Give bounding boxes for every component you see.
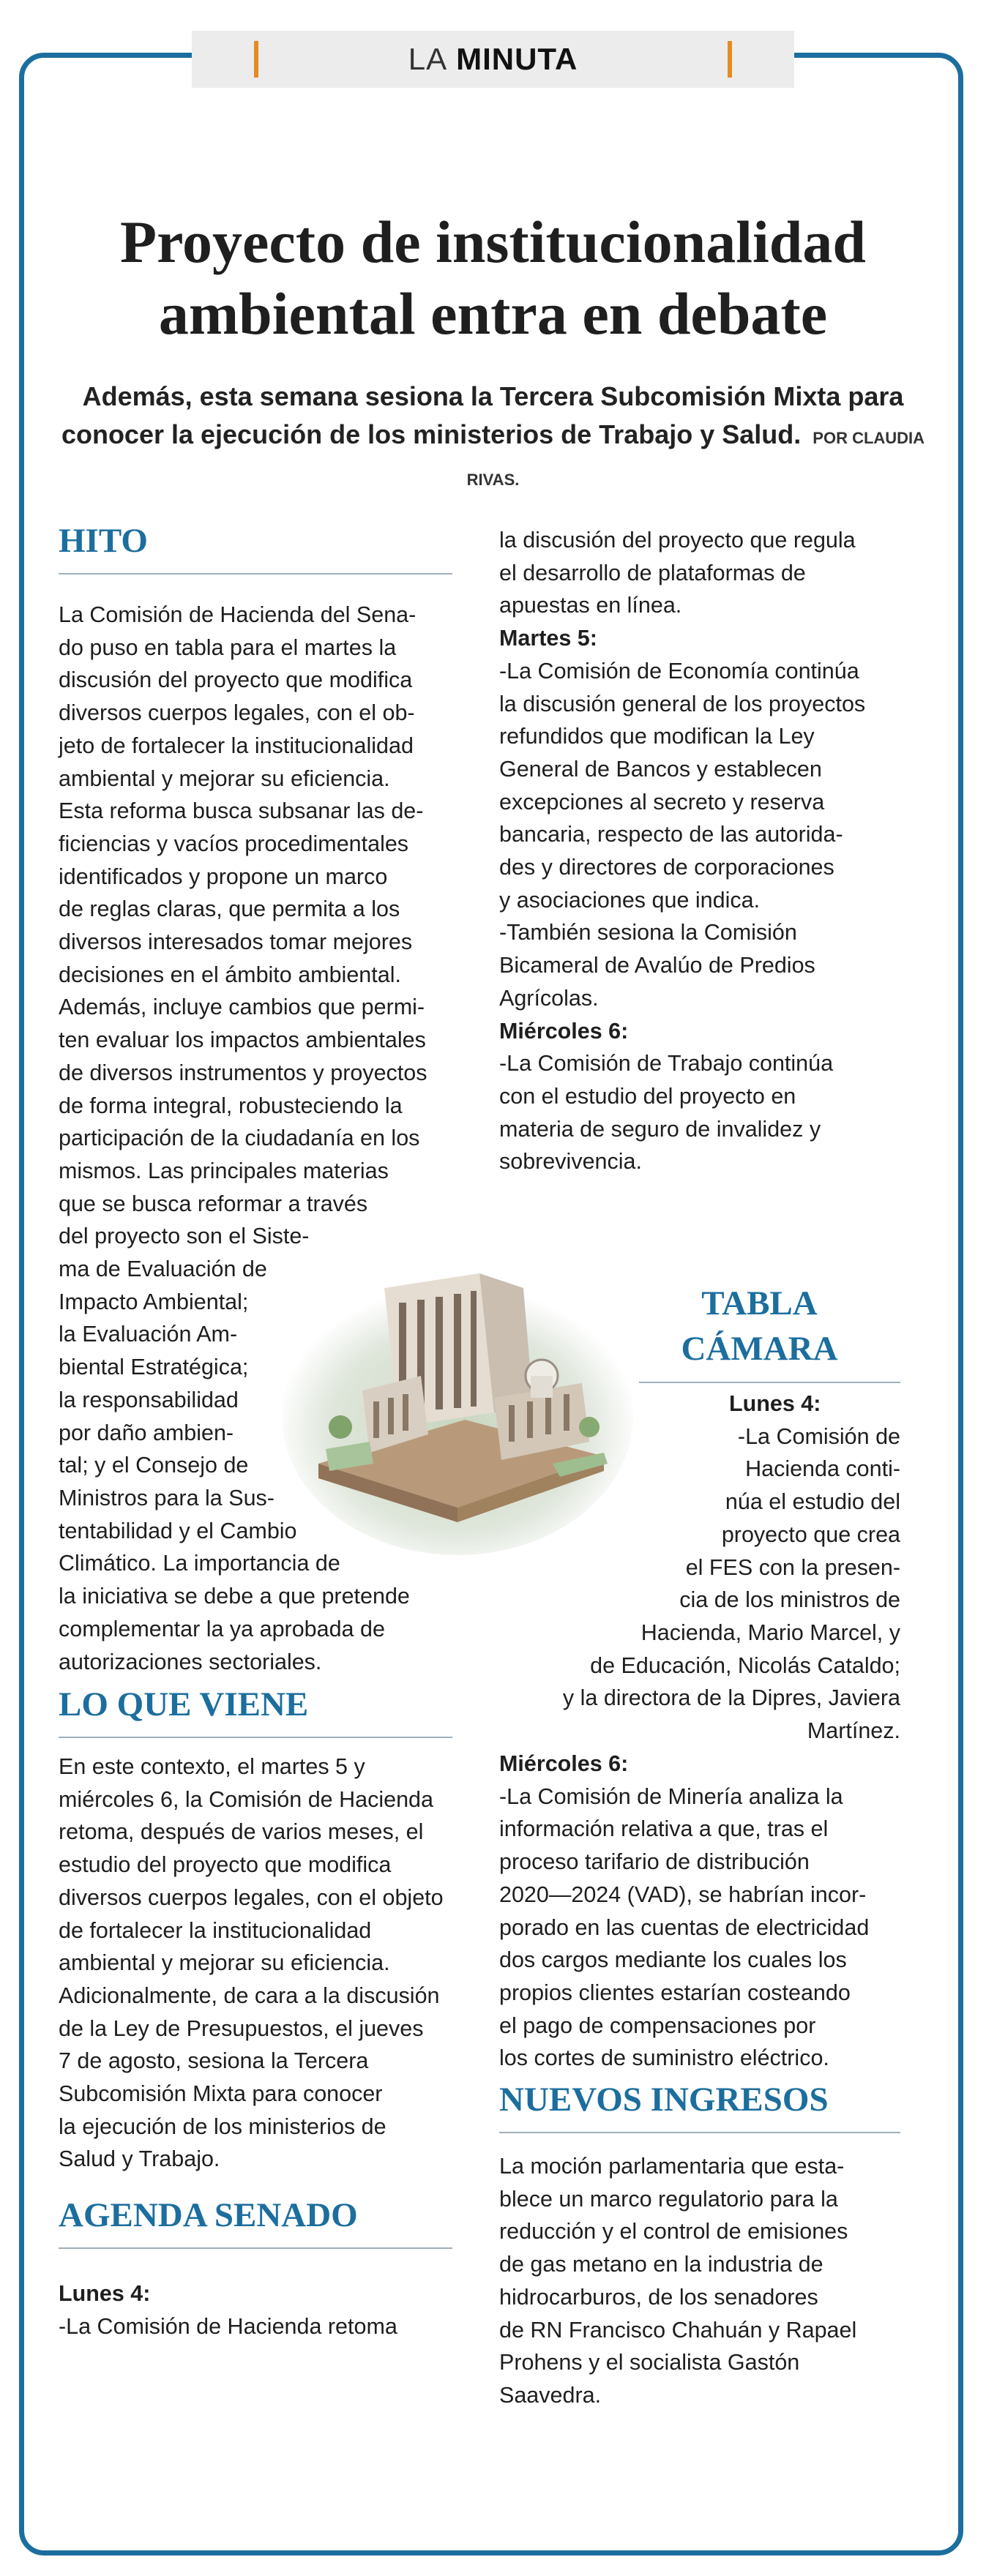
- tabla-day-lunes: Lunes 4:: [729, 1391, 821, 1416]
- lo-que-viene-body: [59, 1751, 452, 2176]
- text-line: diversos cuerpos legales, con el objeto: [59, 1884, 444, 1910]
- text-line: decisiones en el ámbito ambiental.: [59, 962, 401, 987]
- text-line: participación de la ciudadanía en los: [59, 1126, 420, 1151]
- text-line: Bicameral de Avalúo de Predios: [499, 953, 815, 978]
- tabla-miercoles-text: [499, 1781, 900, 2075]
- congress-building-image: [274, 1244, 640, 1559]
- section-rule-hito: [59, 573, 452, 574]
- deck-text: Además, esta semana sesiona la Tercera Subcomisión Mixta para conocer la ejecución de los ministerios de Trabajo y Salud.: [61, 381, 904, 449]
- text-line: el desarrollo de plataformas de: [499, 560, 806, 585]
- text-line: apuestas en línea.: [499, 593, 682, 618]
- agenda-lunes-cont: [499, 524, 900, 622]
- text-line: Ministros para la Sus-: [59, 1485, 274, 1510]
- text-line: de la Ley de Presupuestos, el jueves: [59, 2015, 424, 2041]
- text-line: y la directora de la Dipres, Javiera: [562, 1685, 900, 1711]
- text-line: porado en las cuentas de electricidad: [499, 1914, 870, 1940]
- text-line: la Evaluación Am-: [59, 1322, 238, 1347]
- text-line: de forma integral, robusteciendo la: [59, 1093, 403, 1118]
- agenda-lunes-text: -La Comisión de Hacienda retoma: [59, 2313, 397, 2339]
- text-line: complementar la ya aprobada de: [59, 1616, 385, 1641]
- text-line: ambiental y mejorar su eficiencia.: [59, 1950, 390, 1976]
- text-line: do puso en tabla para el martes la: [59, 634, 397, 660]
- text-line: ten evaluar los impactos ambientales: [59, 1027, 426, 1053]
- text-line: núa el estudio del: [725, 1489, 900, 1515]
- text-line: sobrevivencia.: [499, 1149, 642, 1175]
- text-line: Hacienda, Mario Marcel, y: [640, 1620, 900, 1645]
- text-line: biental Estratégica;: [59, 1355, 249, 1380]
- text-line: Prohens y el socialista Gastón: [499, 2350, 800, 2375]
- text-line: En este contexto, el martes 5 y: [59, 1754, 365, 1779]
- deck: [44, 378, 942, 499]
- text-line: Saavedra.: [499, 2382, 602, 2408]
- text-line: Impacto Ambiental;: [59, 1289, 249, 1314]
- text-line: -La Comisión de: [737, 1423, 900, 1449]
- text-line: estudio del proyecto que modifica: [59, 1852, 392, 1878]
- tabla-camara-line1: TABLA: [701, 1284, 818, 1322]
- text-line: el FES con la presen-: [685, 1554, 900, 1580]
- section-title-agenda-senado: AGENDA SENADO: [59, 2196, 358, 2234]
- text-line: -La Comisión de Trabajo continúa: [499, 1051, 834, 1077]
- text-line: autorizaciones sectoriales.: [59, 1649, 322, 1674]
- text-line: blece un marco regulatorio para la: [499, 2186, 838, 2212]
- tab-bar-right: [728, 41, 732, 78]
- text-line: que se busca reformar a través: [59, 1191, 368, 1216]
- text-line: 2020—2024 (VAD), se habrían incor-: [499, 1882, 867, 1907]
- section-title-hito: HITO: [59, 522, 148, 560]
- text-line: hidrocarburos, de los senadores: [499, 2284, 818, 2310]
- text-line: propios clientes estarían costeando: [499, 1980, 851, 2005]
- section-rule-nuevos-ingresos: [499, 2132, 900, 2133]
- text-line: -La Comisión de Economía continúa: [499, 658, 859, 684]
- text-line: des y directores de corporaciones: [499, 855, 834, 880]
- text-line: cia de los ministros de: [679, 1587, 900, 1613]
- text-line: jeto de fortalecer la institucionalidad: [59, 733, 414, 758]
- text-line: excepciones al secreto y reserva: [499, 789, 825, 815]
- text-line: diversos cuerpos legales, con el ob-: [59, 700, 415, 726]
- text-line: información relativa a que, tras el: [499, 1816, 829, 1842]
- text-line: bancaria, respecto de las autorida-: [499, 822, 843, 847]
- text-line: proceso tarifario de distribución: [499, 1849, 810, 1875]
- text-line: de reglas claras, que permita a los: [59, 896, 400, 922]
- agenda-martes-text: [499, 655, 900, 1015]
- text-line: con el estudio del proyecto en: [499, 1083, 796, 1109]
- text-line: -La Comisión de Minería analiza la: [499, 1783, 843, 1809]
- text-line: Adicionalmente, de cara a la discusión: [59, 1982, 440, 2008]
- section-title-lo-que-viene: LO QUE VIENE: [59, 1685, 309, 1723]
- text-line: reducción y el control de emisiones: [499, 2219, 848, 2244]
- agenda-senado-continued: [499, 524, 900, 1178]
- text-line: 7 de agosto, sesiona la Tercera: [59, 2048, 369, 2074]
- text-line: el pago de compensaciones por: [499, 2012, 816, 2038]
- text-line: la responsabilidad: [59, 1387, 239, 1412]
- byline: POR CLAUDIA RIVAS.: [466, 429, 925, 489]
- tabla-camara-miercoles: [499, 1748, 900, 2075]
- text-line: ambiental y mejorar su eficiencia.: [59, 765, 390, 791]
- text-line: La moción parlamentaria que esta-: [499, 2154, 845, 2179]
- agenda-day-miercoles: Miércoles 6:: [499, 1018, 629, 1044]
- text-line: dos cargos mediante los cuales los: [499, 1947, 847, 1973]
- text-line: General de Bancos y establecen: [499, 756, 822, 782]
- agenda-senado-start: [59, 2277, 452, 2343]
- text-line: Además, incluye cambios que permi-: [59, 995, 425, 1020]
- text-line: refundidos que modifican la Ley: [499, 724, 815, 749]
- text-line: ma de Evaluación de: [59, 1257, 267, 1282]
- agenda-miercoles-text: [499, 1047, 900, 1178]
- headline: Proyecto de institucionalidad ambiental entra en debate: [120, 209, 866, 347]
- section-rule-lo-que-viene: [59, 1737, 452, 1738]
- text-line: Esta reforma busca subsanar las de-: [59, 798, 424, 824]
- text-line: de gas metano en la industria de: [499, 2252, 823, 2277]
- text-line: ficiencias y vacíos procedimentales: [59, 831, 409, 856]
- text-line: retoma, después de varios meses, el: [59, 1819, 424, 1845]
- text-line: de diversos instrumentos y proyectos: [59, 1060, 427, 1085]
- tabla-camara-line2: CÁMARA: [681, 1330, 838, 1368]
- text-line: de RN Francisco Chahuán y Rapael: [499, 2317, 857, 2343]
- text-line: materia de seguro de invalidez y: [499, 1116, 821, 1142]
- text-line: diversos interesados tomar mejores: [59, 929, 413, 955]
- nuevos-ingresos-body: [499, 2150, 900, 2412]
- section-title-tabla-camara: [619, 1281, 900, 1371]
- section-rule-agenda-senado: [59, 2247, 452, 2249]
- agenda-day-martes: Martes 5:: [499, 626, 597, 651]
- text-line: tentabilidad y el Cambio: [59, 1518, 297, 1543]
- text-line: del proyecto son el Siste-: [59, 1224, 310, 1249]
- tab-bar-left: [254, 41, 258, 78]
- text-line: y asociaciones que indica.: [499, 887, 761, 913]
- text-line: Subcomisión Mixta para conocer: [59, 2081, 383, 2107]
- text-line: la ejecución de los ministerios de: [59, 2113, 386, 2139]
- tabla-day-miercoles: Miércoles 6:: [499, 1751, 629, 1776]
- text-line: proyecto que crea: [721, 1521, 900, 1547]
- text-line: la discusión general de los proyectos: [499, 691, 866, 716]
- text-line: Climático. La importancia de: [59, 1551, 340, 1576]
- text-line: Hacienda conti-: [745, 1456, 900, 1482]
- text-line: mismos. Las principales materias: [59, 1158, 389, 1183]
- tab-prefix: LA: [408, 42, 448, 76]
- text-line: identificados y propone un marco: [59, 864, 388, 889]
- text-line: La Comisión de Hacienda del Sena-: [59, 602, 417, 627]
- text-line: tal; y el Consejo de: [59, 1453, 249, 1478]
- text-line: -También sesiona la Comisión: [499, 920, 797, 946]
- text-line: miércoles 6, la Comisión de Hacienda: [59, 1786, 433, 1812]
- section-title-nuevos-ingresos: NUEVOS INGRESOS: [499, 2081, 829, 2119]
- text-line: de fortalecer la institucionalidad: [59, 1917, 372, 1943]
- text-line: de Educación, Nicolás Cataldo;: [590, 1652, 900, 1678]
- text-line: la iniciativa se debe a que pretende: [59, 1584, 410, 1609]
- text-line: la discusión del proyecto que regula: [499, 528, 856, 553]
- text-line: los cortes de suministro eléctrico.: [499, 2045, 829, 2071]
- section-tab: [192, 31, 794, 88]
- text-line: Martínez.: [807, 1718, 900, 1744]
- text-line: discusión del proyecto que modifica: [59, 667, 413, 693]
- text-line: Salud y Trabajo.: [59, 2146, 220, 2172]
- text-line: Agrícolas.: [499, 985, 599, 1011]
- tab-name: MINUTA: [456, 42, 578, 76]
- agenda-day-lunes: Lunes 4:: [59, 2281, 151, 2306]
- text-line: por daño ambien-: [59, 1420, 234, 1445]
- section-rule-tabla-camara: [639, 1382, 900, 1383]
